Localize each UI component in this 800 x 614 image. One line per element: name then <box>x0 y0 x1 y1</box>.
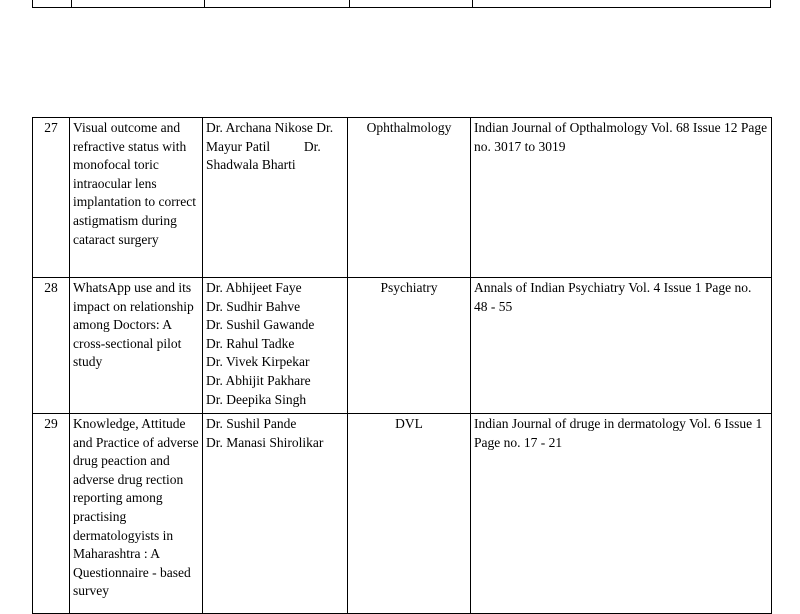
table-divider <box>349 0 350 7</box>
table-row <box>33 278 772 414</box>
journal-reference: Annals of Indian Psychiatry Vol. 4 Issue 1 Page no. 48 - 55 <box>471 278 772 414</box>
department: DVL <box>348 414 471 614</box>
row-number: 27 <box>33 118 70 278</box>
paper-title-text: WhatsApp use and its impact on relationship among Doctors: A cross-sectional pilot study <box>73 280 194 370</box>
paper-title-text: Visual outcome and refractive status with monofocal toric intraocular lens implantation to correct astigmatism during cataract surgery <box>73 120 196 247</box>
author-name: Dr. Sushil Pande <box>206 416 297 431</box>
author-name: Dr. Deepika Singh <box>206 391 307 407</box>
author-list <box>203 118 348 278</box>
department: Ophthalmology <box>348 118 471 278</box>
paper-title-text: Knowledge, Attitude and Practice of adverse drug peaction and adverse drug rection reporting among practising dermatologyists in Maharashtra : A Questionnaire - based survey <box>73 416 199 599</box>
row-number: 29 <box>33 414 70 614</box>
author-list <box>203 278 348 414</box>
table-divider <box>71 0 72 7</box>
table-row <box>33 414 772 614</box>
table-divider <box>204 0 205 7</box>
author-list <box>203 414 348 614</box>
author-name: Mayur Patil Dr. <box>206 138 321 154</box>
author-name: Dr. Vivek Kirpekar <box>206 354 310 370</box>
table-divider <box>472 0 473 7</box>
author-name: Dr. Abhijit Pakhare <box>206 372 311 388</box>
publications-table <box>32 117 772 614</box>
author-name: Shadwala Bharti <box>206 157 296 173</box>
paper-title <box>70 414 203 614</box>
journal-reference: Indian Journal of Opthalmology Vol. 68 Issue 12 Page no. 3017 to 3019 <box>471 118 772 278</box>
author-name: Dr. Rahul Tadke <box>206 335 295 351</box>
previous-table-fragment <box>32 0 771 8</box>
department: Psychiatry <box>348 278 471 414</box>
author-name: Dr. Abhijeet Faye <box>206 280 302 295</box>
author-name: Dr. Sushil Gawande <box>206 317 315 333</box>
author-name: Dr. Manasi Shirolikar <box>206 434 324 450</box>
journal-reference: Indian Journal of druge in dermatology Vol. 6 Issue 1 Page no. 17 - 21 <box>471 414 772 614</box>
table-row <box>33 118 772 278</box>
author-name: Dr. Sudhir Bahve <box>206 298 301 314</box>
row-number: 28 <box>33 278 70 414</box>
paper-title <box>70 278 203 414</box>
paper-title <box>70 118 203 278</box>
author-name: Dr. Archana Nikose Dr. <box>206 120 334 135</box>
